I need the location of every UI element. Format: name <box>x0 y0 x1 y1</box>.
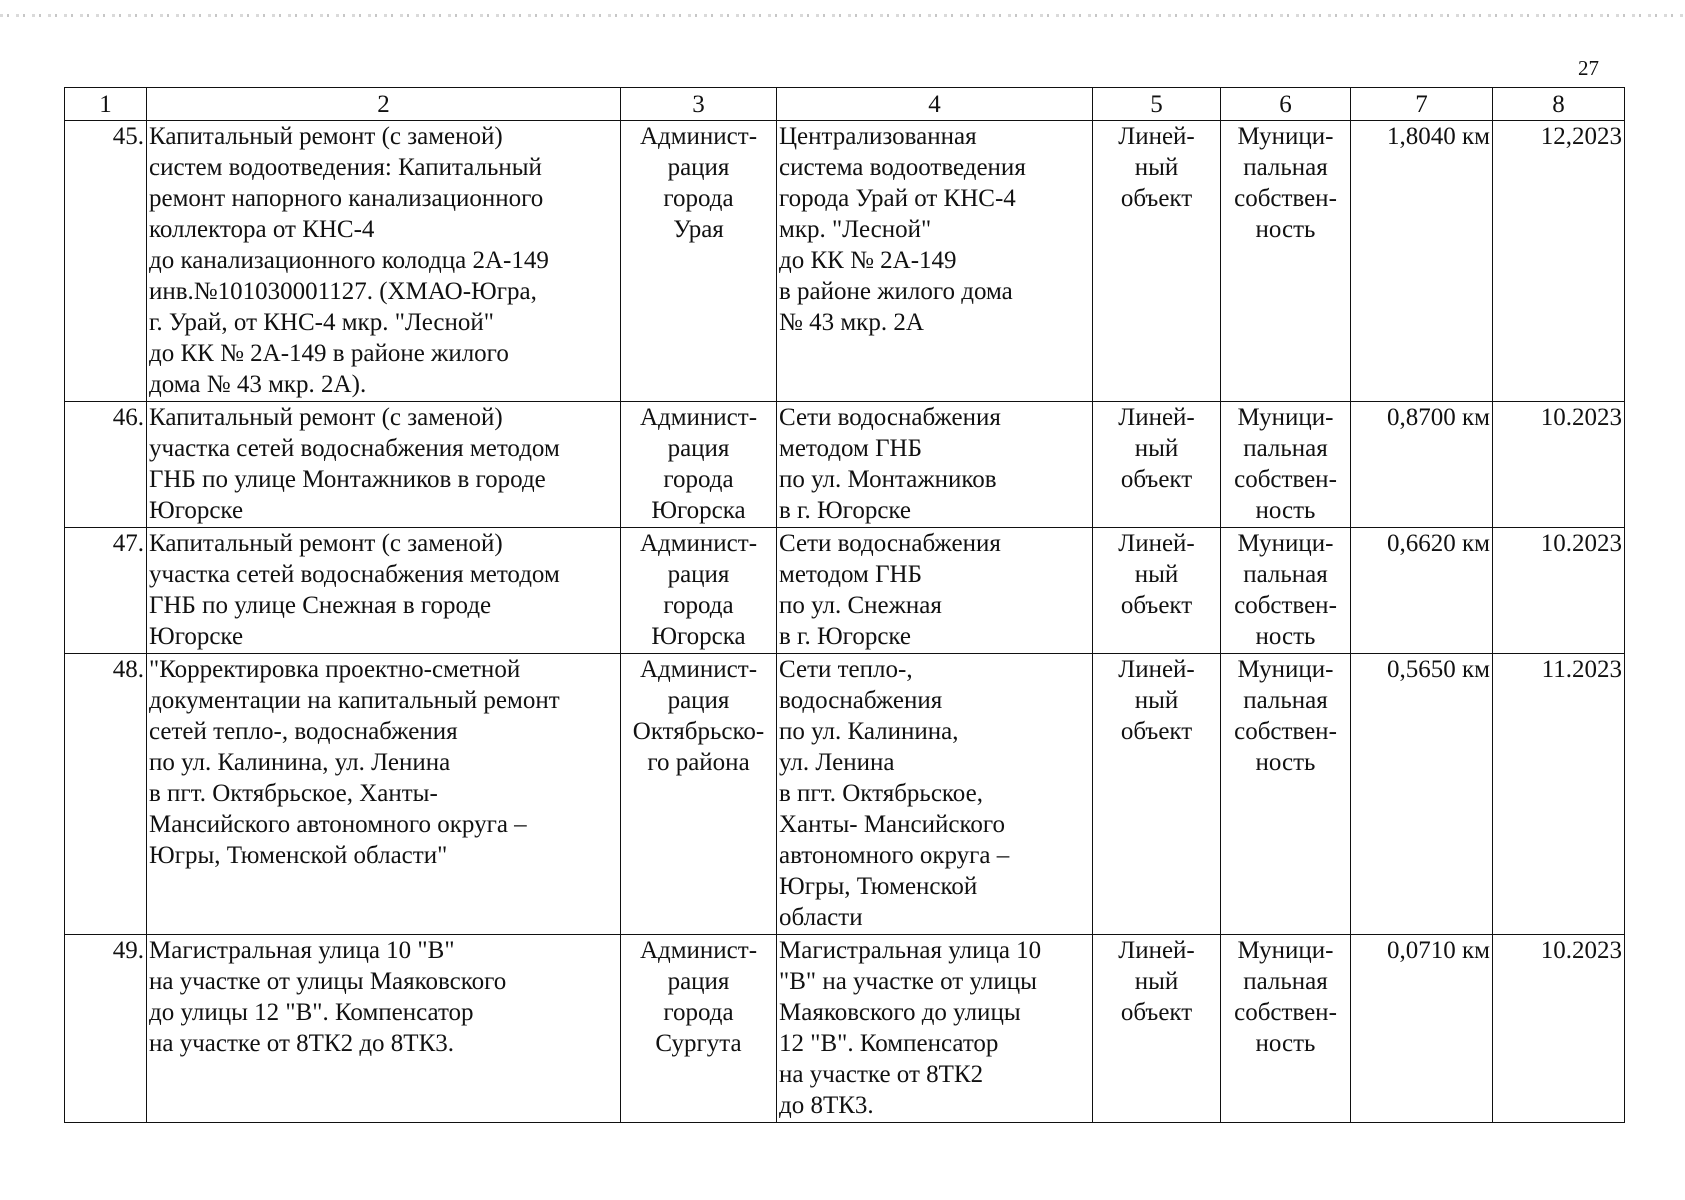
column-header: 2 <box>147 88 621 121</box>
completion-date: 10.2023 <box>1493 528 1625 654</box>
column-header: 7 <box>1351 88 1493 121</box>
completion-date: 10.2023 <box>1493 402 1625 528</box>
scan-noise-line <box>0 14 1685 17</box>
column-header: 3 <box>621 88 777 121</box>
customer: Админист- рация города Сургута <box>621 935 777 1123</box>
object-type: Линей- ный объект <box>1093 528 1221 654</box>
ownership: Муници- пальная собствен- ность <box>1221 935 1351 1123</box>
table-row <box>65 654 1625 935</box>
table-row <box>65 121 1625 402</box>
object-description: Сети водоснабжения методом ГНБ по ул. Снежная в г. Югорске <box>777 528 1093 654</box>
object-type: Линей- ный объект <box>1093 935 1221 1123</box>
completion-date: 10.2023 <box>1493 935 1625 1123</box>
object-name: Магистральная улица 10 "В" на участке от улицы Маяковского до улицы 12 "В". Компенсатор на участке от 8ТК2 до 8ТК3. <box>147 935 621 1123</box>
object-type: Линей- ный объект <box>1093 402 1221 528</box>
row-number: 45. <box>65 121 147 402</box>
column-header: 4 <box>777 88 1093 121</box>
page-number: 27 <box>1578 56 1599 80</box>
table-row <box>65 935 1625 1123</box>
capacity: 0,8700 км <box>1351 402 1493 528</box>
ownership: Муници- пальная собствен- ность <box>1221 654 1351 935</box>
object-description: Сети тепло-, водоснабжения по ул. Калинина, ул. Ленина в пгт. Октябрьское, Ханты- Мансийского автономного округа – Югры, Тюменской области <box>777 654 1093 935</box>
customer: Админист- рация города Югорска <box>621 528 777 654</box>
object-name: Капитальный ремонт (с заменой) участка сетей водоснабжения методом ГНБ по улице Снежная в городе Югорске <box>147 528 621 654</box>
object-name: Капитальный ремонт (с заменой) участка сетей водоснабжения методом ГНБ по улице Монтажников в городе Югорске <box>147 402 621 528</box>
ownership: Муници- пальная собствен- ность <box>1221 402 1351 528</box>
customer: Админист- рация города Югорска <box>621 402 777 528</box>
object-type: Линей- ный объект <box>1093 121 1221 402</box>
completion-date: 12,2023 <box>1493 121 1625 402</box>
object-name: "Корректировка проектно-сметной документации на капитальный ремонт сетей тепло-, водоснабжения по ул. Калинина, ул. Ленина в пгт. Октябрьское, Ханты- Мансийского автономного округа – Югры, Тюменской области" <box>147 654 621 935</box>
object-name: Капитальный ремонт (с заменой) систем водоотведения: Капитальный ремонт напорного канализационного коллектора от КНС-4 до канализационного колодца 2А-149 инв.№101030001127. (ХМАО-Югра, г. Урай, от КНС-4 мкр. "Лесной" до КК № 2А-149 в районе жилого дома № 43 мкр. 2А). <box>147 121 621 402</box>
customer: Админист- рация города Урая <box>621 121 777 402</box>
column-header: 5 <box>1093 88 1221 121</box>
column-header: 1 <box>65 88 147 121</box>
row-number: 47. <box>65 528 147 654</box>
object-type: Линей- ный объект <box>1093 654 1221 935</box>
completion-date: 11.2023 <box>1493 654 1625 935</box>
capacity: 0,5650 км <box>1351 654 1493 935</box>
header-row <box>65 88 1625 121</box>
column-header: 8 <box>1493 88 1625 121</box>
capacity: 0,0710 км <box>1351 935 1493 1123</box>
ownership: Муници- пальная собствен- ность <box>1221 121 1351 402</box>
customer: Админист- рация Октябрьско- го района <box>621 654 777 935</box>
column-header: 6 <box>1221 88 1351 121</box>
ownership: Муници- пальная собствен- ность <box>1221 528 1351 654</box>
row-number: 49. <box>65 935 147 1123</box>
capacity: 0,6620 км <box>1351 528 1493 654</box>
table-row <box>65 402 1625 528</box>
object-description: Магистральная улица 10 "В" на участке от улицы Маяковского до улицы 12 "В". Компенсатор на участке от 8ТК2 до 8ТК3. <box>777 935 1093 1123</box>
object-description: Сети водоснабжения методом ГНБ по ул. Монтажников в г. Югорске <box>777 402 1093 528</box>
capacity: 1,8040 км <box>1351 121 1493 402</box>
row-number: 48. <box>65 654 147 935</box>
table-row <box>65 528 1625 654</box>
row-number: 46. <box>65 402 147 528</box>
object-description: Централизованная система водоотведения города Урай от КНС-4 мкр. "Лесной" до КК № 2А-149 в районе жилого дома № 43 мкр. 2А <box>777 121 1093 402</box>
objects-table <box>64 87 1625 1123</box>
